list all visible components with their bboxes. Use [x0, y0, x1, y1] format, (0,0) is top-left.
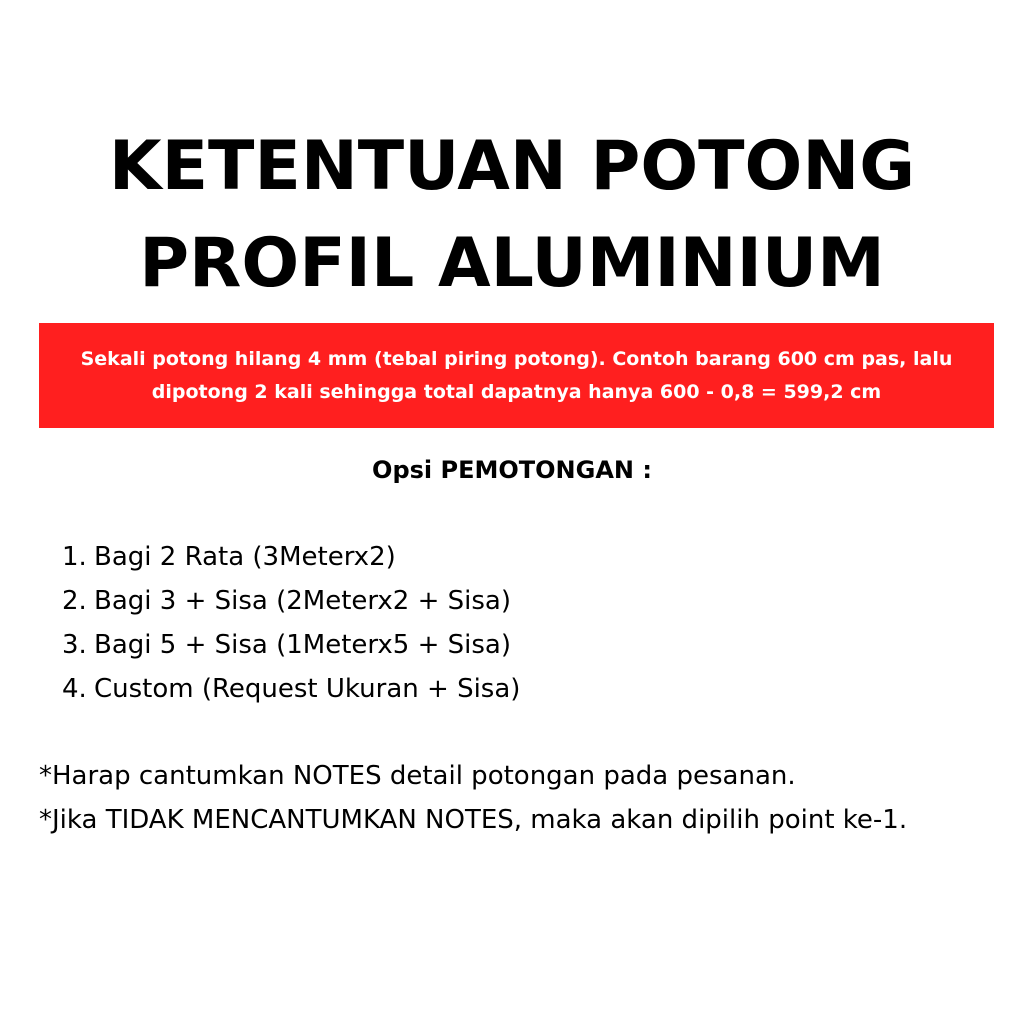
list-item	[62, 579, 520, 623]
cutting-options-list	[62, 535, 520, 711]
list-item-label: Custom (Request Ukuran + Sisa)	[94, 674, 521, 704]
notes-section	[39, 754, 999, 842]
list-item-label: Bagi 5 + Sisa (1Meterx5 + Sisa)	[94, 630, 511, 660]
list-item	[62, 535, 520, 579]
list-item-number: 2.	[62, 586, 87, 616]
cutting-loss-text: Sekali potong hilang 4 mm (tebal piring potong). Contoh barang 600 cm pas, lalu dipotong 2 kali sehingga total dapatnya hanya 600 - 0,8 = 599,2 cm	[80, 347, 953, 403]
title-line-2: PROFIL ALUMINIUM	[139, 224, 885, 303]
page-title	[0, 118, 1024, 312]
note-default-option: *Jika TIDAK MENCANTUMKAN NOTES, maka akan dipilih point ke-1.	[39, 805, 908, 835]
list-item-label: Bagi 3 + Sisa (2Meterx2 + Sisa)	[94, 586, 511, 616]
options-heading: Opsi PEMOTONGAN :	[372, 456, 652, 484]
note-include-notes: *Harap cantumkan NOTES detail potongan pada pesanan.	[39, 761, 796, 791]
list-item	[62, 623, 520, 667]
list-item-label: Bagi 2 Rata (3Meterx2)	[94, 542, 396, 572]
title-line-1: KETENTUAN POTONG	[108, 127, 916, 206]
list-item-number: 1.	[62, 542, 87, 572]
list-item	[62, 667, 520, 711]
list-item-number: 3.	[62, 630, 87, 660]
cutting-loss-banner	[39, 323, 994, 428]
list-item-number: 4.	[62, 674, 87, 704]
